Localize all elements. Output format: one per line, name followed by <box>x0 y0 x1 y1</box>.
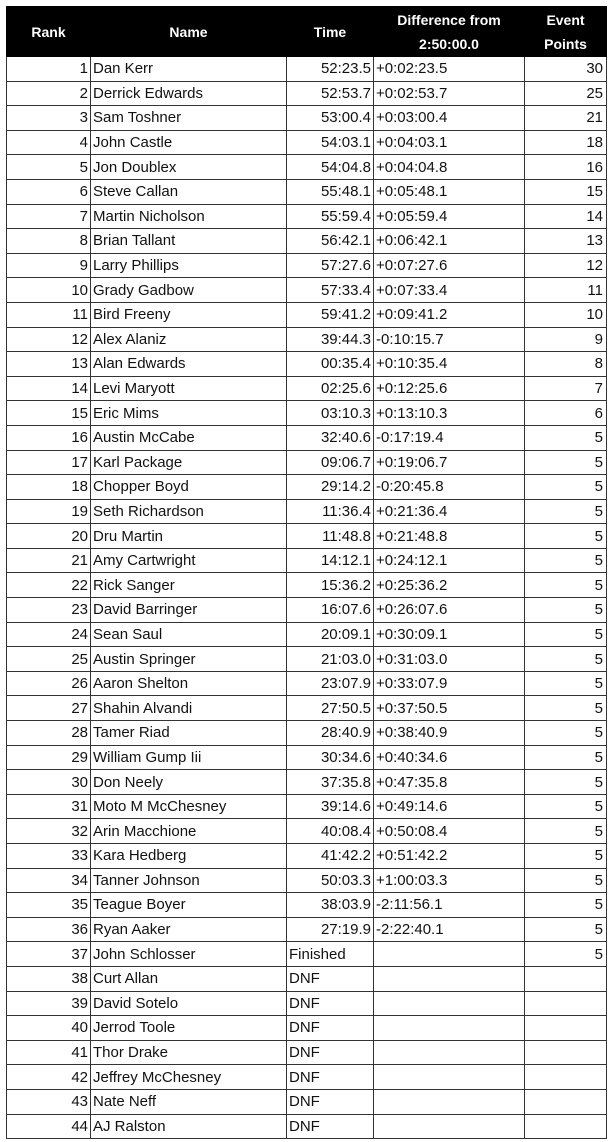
table-row <box>7 475 607 500</box>
table-row <box>7 819 607 844</box>
time-cell: 27:19.9 <box>287 917 374 942</box>
points-cell: 18 <box>525 130 607 155</box>
difference-cell <box>374 1065 525 1090</box>
rank-cell: 25 <box>7 647 91 672</box>
rank-cell: 23 <box>7 598 91 623</box>
difference-cell: +0:50:08.4 <box>374 819 525 844</box>
rank-cell: 30 <box>7 770 91 795</box>
table-row <box>7 302 607 327</box>
time-cell: 38:03.9 <box>287 893 374 918</box>
name-cell: Curt Allan <box>91 966 287 991</box>
header-difference-line2: 2:50:00.0 <box>419 35 479 52</box>
rank-cell: 40 <box>7 1016 91 1041</box>
time-cell: 27:50.5 <box>287 696 374 721</box>
difference-cell: +0:21:36.4 <box>374 499 525 524</box>
time-cell: 54:03.1 <box>287 130 374 155</box>
name-cell: John Castle <box>91 130 287 155</box>
difference-cell: +0:31:03.0 <box>374 647 525 672</box>
name-cell: Moto M McChesney <box>91 794 287 819</box>
rank-cell: 17 <box>7 450 91 475</box>
table-row <box>7 893 607 918</box>
name-cell: Sean Saul <box>91 622 287 647</box>
results-table <box>6 6 607 1139</box>
points-cell: 5 <box>525 475 607 500</box>
rank-cell: 31 <box>7 794 91 819</box>
points-cell: 5 <box>525 548 607 573</box>
time-cell: 09:06.7 <box>287 450 374 475</box>
name-cell: John Schlosser <box>91 942 287 967</box>
name-cell: Jeffrey McChesney <box>91 1065 287 1090</box>
rank-cell: 10 <box>7 278 91 303</box>
difference-cell: +0:21:48.8 <box>374 524 525 549</box>
points-cell <box>525 1089 607 1114</box>
difference-cell <box>374 991 525 1016</box>
rank-cell: 44 <box>7 1114 91 1139</box>
time-cell: Finished <box>287 942 374 967</box>
points-cell <box>525 1016 607 1041</box>
rank-cell: 39 <box>7 991 91 1016</box>
difference-cell: +0:04:03.1 <box>374 130 525 155</box>
difference-cell: +1:00:03.3 <box>374 868 525 893</box>
name-cell: Jerrod Toole <box>91 1016 287 1041</box>
table-row <box>7 844 607 869</box>
results-body <box>7 57 607 1139</box>
points-cell: 12 <box>525 253 607 278</box>
rank-cell: 19 <box>7 499 91 524</box>
rank-cell: 21 <box>7 548 91 573</box>
time-cell: 54:04.8 <box>287 155 374 180</box>
rank-cell: 33 <box>7 844 91 869</box>
points-cell: 5 <box>525 499 607 524</box>
rank-cell: 38 <box>7 966 91 991</box>
table-row <box>7 1065 607 1090</box>
difference-cell <box>374 1016 525 1041</box>
rank-cell: 37 <box>7 942 91 967</box>
table-row <box>7 106 607 131</box>
rank-cell: 43 <box>7 1089 91 1114</box>
points-cell: 13 <box>525 229 607 254</box>
name-cell: Amy Cartwright <box>91 548 287 573</box>
time-cell: DNF <box>287 1065 374 1090</box>
points-cell: 6 <box>525 401 607 426</box>
time-cell: DNF <box>287 1040 374 1065</box>
time-cell: 41:42.2 <box>287 844 374 869</box>
name-cell: Shahin Alvandi <box>91 696 287 721</box>
points-cell: 21 <box>525 106 607 131</box>
points-cell: 15 <box>525 179 607 204</box>
difference-cell: +0:02:23.5 <box>374 57 525 82</box>
difference-cell <box>374 966 525 991</box>
table-row <box>7 179 607 204</box>
rank-cell: 35 <box>7 893 91 918</box>
header-difference <box>374 7 525 57</box>
difference-cell: +0:07:33.4 <box>374 278 525 303</box>
table-row <box>7 204 607 229</box>
table-row <box>7 770 607 795</box>
points-cell: 25 <box>525 81 607 106</box>
difference-cell: +0:26:07.6 <box>374 598 525 623</box>
rank-cell: 4 <box>7 130 91 155</box>
rank-cell: 9 <box>7 253 91 278</box>
points-cell: 5 <box>525 425 607 450</box>
points-cell: 5 <box>525 942 607 967</box>
name-cell: Derrick Edwards <box>91 81 287 106</box>
time-cell: 50:03.3 <box>287 868 374 893</box>
rank-cell: 16 <box>7 425 91 450</box>
time-cell: DNF <box>287 1089 374 1114</box>
time-cell: 03:10.3 <box>287 401 374 426</box>
points-cell: 8 <box>525 352 607 377</box>
name-cell: Aaron Shelton <box>91 671 287 696</box>
name-cell: David Sotelo <box>91 991 287 1016</box>
rank-cell: 12 <box>7 327 91 352</box>
time-cell: 39:14.6 <box>287 794 374 819</box>
points-cell: 5 <box>525 917 607 942</box>
difference-cell: +0:40:34.6 <box>374 745 525 770</box>
time-cell: 15:36.2 <box>287 573 374 598</box>
difference-cell: +0:04:04.8 <box>374 155 525 180</box>
rank-cell: 28 <box>7 721 91 746</box>
time-cell: 55:59.4 <box>287 204 374 229</box>
rank-cell: 13 <box>7 352 91 377</box>
name-cell: Jon Doublex <box>91 155 287 180</box>
rank-cell: 14 <box>7 376 91 401</box>
points-cell: 5 <box>525 622 607 647</box>
name-cell: Steve Callan <box>91 179 287 204</box>
name-cell: Teague Boyer <box>91 893 287 918</box>
table-row <box>7 401 607 426</box>
points-cell: 11 <box>525 278 607 303</box>
name-cell: Larry Phillips <box>91 253 287 278</box>
time-cell: 30:34.6 <box>287 745 374 770</box>
difference-cell: -0:17:19.4 <box>374 425 525 450</box>
points-cell <box>525 966 607 991</box>
time-cell: 21:03.0 <box>287 647 374 672</box>
name-cell: Rick Sanger <box>91 573 287 598</box>
table-row <box>7 130 607 155</box>
table-row <box>7 1016 607 1041</box>
time-cell: DNF <box>287 1016 374 1041</box>
points-cell: 5 <box>525 524 607 549</box>
time-cell: 52:23.5 <box>287 57 374 82</box>
difference-cell: +0:25:36.2 <box>374 573 525 598</box>
table-row <box>7 794 607 819</box>
header-difference-line1: Difference from <box>397 11 501 28</box>
name-cell: Kara Hedberg <box>91 844 287 869</box>
table-row <box>7 81 607 106</box>
name-cell: Tanner Johnson <box>91 868 287 893</box>
difference-cell: +0:05:48.1 <box>374 179 525 204</box>
name-cell: Brian Tallant <box>91 229 287 254</box>
name-cell: William Gump Iii <box>91 745 287 770</box>
time-cell: 11:36.4 <box>287 499 374 524</box>
points-cell: 5 <box>525 745 607 770</box>
rank-cell: 36 <box>7 917 91 942</box>
table-row <box>7 499 607 524</box>
name-cell: Don Neely <box>91 770 287 795</box>
name-cell: Martin Nicholson <box>91 204 287 229</box>
time-cell: 57:27.6 <box>287 253 374 278</box>
time-cell: 57:33.4 <box>287 278 374 303</box>
time-cell: 37:35.8 <box>287 770 374 795</box>
points-cell: 5 <box>525 573 607 598</box>
time-cell: 11:48.8 <box>287 524 374 549</box>
difference-cell <box>374 942 525 967</box>
difference-cell: +0:30:09.1 <box>374 622 525 647</box>
time-cell: 20:09.1 <box>287 622 374 647</box>
points-cell: 5 <box>525 450 607 475</box>
header-name: Name <box>91 7 287 57</box>
time-cell: 28:40.9 <box>287 721 374 746</box>
points-cell: 9 <box>525 327 607 352</box>
table-row <box>7 548 607 573</box>
difference-cell: +0:10:35.4 <box>374 352 525 377</box>
header-time: Time <box>287 7 374 57</box>
name-cell: Chopper Boyd <box>91 475 287 500</box>
table-row <box>7 942 607 967</box>
difference-cell: +0:03:00.4 <box>374 106 525 131</box>
points-cell: 10 <box>525 302 607 327</box>
time-cell: 56:42.1 <box>287 229 374 254</box>
rank-cell: 6 <box>7 179 91 204</box>
table-row <box>7 966 607 991</box>
name-cell: Karl Package <box>91 450 287 475</box>
table-row <box>7 57 607 82</box>
rank-cell: 8 <box>7 229 91 254</box>
time-cell: 23:07.9 <box>287 671 374 696</box>
table-row <box>7 696 607 721</box>
rank-cell: 11 <box>7 302 91 327</box>
name-cell: Seth Richardson <box>91 499 287 524</box>
points-cell: 16 <box>525 155 607 180</box>
points-cell: 30 <box>525 57 607 82</box>
points-cell: 5 <box>525 868 607 893</box>
name-cell: Tamer Riad <box>91 721 287 746</box>
table-row <box>7 598 607 623</box>
time-cell: 02:25.6 <box>287 376 374 401</box>
points-cell <box>525 1040 607 1065</box>
header-event-points <box>525 7 607 57</box>
table-row <box>7 991 607 1016</box>
table-row <box>7 573 607 598</box>
name-cell: Bird Freeny <box>91 302 287 327</box>
time-cell: 55:48.1 <box>287 179 374 204</box>
name-cell: Arin Macchione <box>91 819 287 844</box>
rank-cell: 15 <box>7 401 91 426</box>
table-row <box>7 327 607 352</box>
points-cell: 5 <box>525 893 607 918</box>
table-row <box>7 524 607 549</box>
time-cell: 00:35.4 <box>287 352 374 377</box>
table-row <box>7 1040 607 1065</box>
rank-cell: 5 <box>7 155 91 180</box>
difference-cell: +0:49:14.6 <box>374 794 525 819</box>
points-cell: 5 <box>525 598 607 623</box>
points-cell: 5 <box>525 721 607 746</box>
difference-cell: +0:09:41.2 <box>374 302 525 327</box>
name-cell: Thor Drake <box>91 1040 287 1065</box>
rank-cell: 26 <box>7 671 91 696</box>
points-cell: 5 <box>525 794 607 819</box>
time-cell: DNF <box>287 1114 374 1139</box>
difference-cell <box>374 1040 525 1065</box>
header-row <box>7 7 607 57</box>
table-row <box>7 745 607 770</box>
table-row <box>7 868 607 893</box>
time-cell: DNF <box>287 966 374 991</box>
difference-cell: +0:19:06.7 <box>374 450 525 475</box>
time-cell: 29:14.2 <box>287 475 374 500</box>
name-cell: Alan Edwards <box>91 352 287 377</box>
rank-cell: 29 <box>7 745 91 770</box>
table-row <box>7 229 607 254</box>
header-rank: Rank <box>7 7 91 57</box>
time-cell: 39:44.3 <box>287 327 374 352</box>
time-cell: 32:40.6 <box>287 425 374 450</box>
points-cell <box>525 1114 607 1139</box>
table-row <box>7 721 607 746</box>
table-row <box>7 278 607 303</box>
difference-cell: +0:24:12.1 <box>374 548 525 573</box>
table-row <box>7 647 607 672</box>
rank-cell: 1 <box>7 57 91 82</box>
rank-cell: 24 <box>7 622 91 647</box>
difference-cell: -0:10:15.7 <box>374 327 525 352</box>
difference-cell: +0:13:10.3 <box>374 401 525 426</box>
points-cell: 14 <box>525 204 607 229</box>
difference-cell: +0:02:53.7 <box>374 81 525 106</box>
name-cell: Dru Martin <box>91 524 287 549</box>
difference-cell: -2:11:56.1 <box>374 893 525 918</box>
difference-cell: -0:20:45.8 <box>374 475 525 500</box>
table-row <box>7 622 607 647</box>
rank-cell: 7 <box>7 204 91 229</box>
rank-cell: 18 <box>7 475 91 500</box>
name-cell: Grady Gadbow <box>91 278 287 303</box>
name-cell: Dan Kerr <box>91 57 287 82</box>
rank-cell: 41 <box>7 1040 91 1065</box>
name-cell: Austin Springer <box>91 647 287 672</box>
points-cell: 5 <box>525 696 607 721</box>
difference-cell: +0:12:25.6 <box>374 376 525 401</box>
points-cell: 5 <box>525 671 607 696</box>
points-cell: 5 <box>525 844 607 869</box>
table-row <box>7 917 607 942</box>
table-row <box>7 425 607 450</box>
table-row <box>7 155 607 180</box>
rank-cell: 32 <box>7 819 91 844</box>
time-cell: 16:07.6 <box>287 598 374 623</box>
points-cell: 5 <box>525 819 607 844</box>
rank-cell: 3 <box>7 106 91 131</box>
difference-cell: +0:38:40.9 <box>374 721 525 746</box>
difference-cell <box>374 1089 525 1114</box>
time-cell: 40:08.4 <box>287 819 374 844</box>
rank-cell: 22 <box>7 573 91 598</box>
table-row <box>7 450 607 475</box>
name-cell: Alex Alaniz <box>91 327 287 352</box>
header-points-line1: Event <box>546 11 585 28</box>
name-cell: AJ Ralston <box>91 1114 287 1139</box>
difference-cell: +0:06:42.1 <box>374 229 525 254</box>
rank-cell: 2 <box>7 81 91 106</box>
difference-cell: -2:22:40.1 <box>374 917 525 942</box>
rank-cell: 20 <box>7 524 91 549</box>
table-row <box>7 671 607 696</box>
name-cell: Eric Mims <box>91 401 287 426</box>
name-cell: Sam Toshner <box>91 106 287 131</box>
name-cell: David Barringer <box>91 598 287 623</box>
time-cell: 14:12.1 <box>287 548 374 573</box>
time-cell: DNF <box>287 991 374 1016</box>
points-cell: 5 <box>525 770 607 795</box>
time-cell: 53:00.4 <box>287 106 374 131</box>
difference-cell: +0:37:50.5 <box>374 696 525 721</box>
points-cell: 5 <box>525 647 607 672</box>
difference-cell: +0:51:42.2 <box>374 844 525 869</box>
rank-cell: 34 <box>7 868 91 893</box>
table-row <box>7 376 607 401</box>
table-row <box>7 1114 607 1139</box>
time-cell: 59:41.2 <box>287 302 374 327</box>
table-row <box>7 352 607 377</box>
points-cell <box>525 1065 607 1090</box>
name-cell: Nate Neff <box>91 1089 287 1114</box>
difference-cell: +0:07:27.6 <box>374 253 525 278</box>
rank-cell: 27 <box>7 696 91 721</box>
name-cell: Austin McCabe <box>91 425 287 450</box>
table-row <box>7 253 607 278</box>
name-cell: Levi Maryott <box>91 376 287 401</box>
difference-cell <box>374 1114 525 1139</box>
time-cell: 52:53.7 <box>287 81 374 106</box>
difference-cell: +0:33:07.9 <box>374 671 525 696</box>
points-cell <box>525 991 607 1016</box>
table-row <box>7 1089 607 1114</box>
difference-cell: +0:05:59.4 <box>374 204 525 229</box>
difference-cell: +0:47:35.8 <box>374 770 525 795</box>
rank-cell: 42 <box>7 1065 91 1090</box>
name-cell: Ryan Aaker <box>91 917 287 942</box>
points-cell: 7 <box>525 376 607 401</box>
header-points-line2: Points <box>544 35 587 52</box>
